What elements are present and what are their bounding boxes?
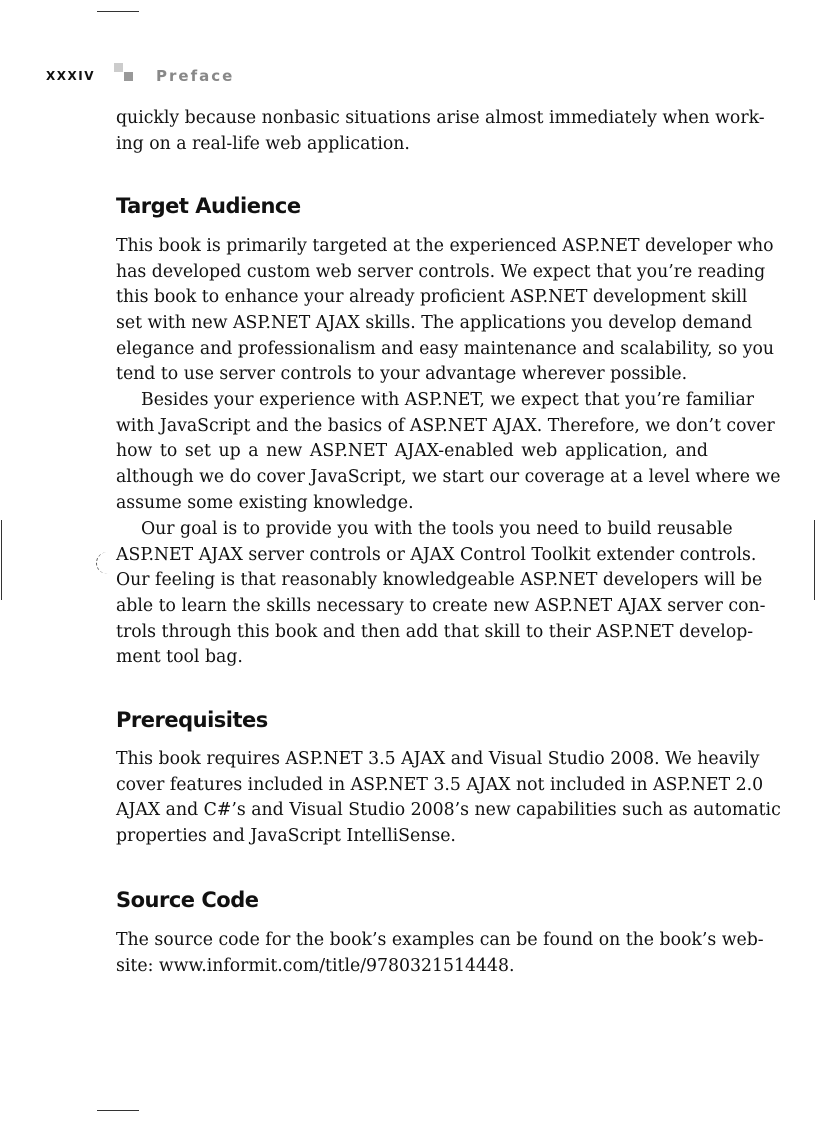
text-line: ment tool bag. [116,647,243,668]
section-heading: Target Audience [116,194,301,218]
paragraph [116,928,764,979]
text-line: AJAX and C#’s and Visual Studio 2008’s new capabilities such as automatic [116,800,781,821]
text-line: Besides your experience with ASP.NET, we expect that you’re familiar [141,390,755,410]
text-line: elegance and professionalism and easy maintenance and scalability, so you [116,338,775,359]
section-heading: Prerequisites [116,708,268,732]
text-line: tend to use server controls to your advantage wherever possible. [116,364,688,385]
text-line: This book requires ASP.NET 3.5 AJAX and Visual Studio 2008. We heavily [116,749,760,769]
text-line: assume some existing knowledge. [116,492,414,513]
paragraph [116,747,781,850]
crop-mark-right [814,520,815,600]
text-line: cover features included in ASP.NET 3.5 AJAX not included in ASP.NET 2.0 [116,774,764,795]
paragraph [116,234,775,388]
text-line: Our goal is to provide you with the tools you need to build reusable [141,519,733,539]
text-line: although we do cover JavaScript, we start our coverage at a level where we [116,467,781,488]
header-ornament-icon [114,63,130,81]
text-line: quickly because nonbasic situations arise almost immediately when work- [116,108,765,128]
text-line: this book to enhance your already proficient ASP.NET development skill [116,287,748,308]
text-line: how to set up a new ASP.NET AJAX-enabled web application, and [116,441,708,462]
crop-mark-bottom [97,1110,139,1111]
text-line: The source code for the book’s examples can be found on the book’s web- [116,930,764,950]
text-line: ASP.NET AJAX server controls or AJAX Control Toolkit extender controls. [116,544,757,565]
text-line: Our feeling is that reasonably knowledgeable ASP.NET developers will be [116,570,763,591]
text-line: set with new ASP.NET AJAX skills. The applications you develop demand [116,313,753,334]
paragraph [116,388,781,516]
text-line: has developed custom web server controls. We expect that you’re reading [116,261,766,282]
page-number: XXXIV [46,69,96,83]
paragraph [116,106,765,157]
text-line: able to learn the skills necessary to create new ASP.NET AJAX server con- [116,596,766,617]
crop-mark-top [97,11,139,12]
text-line: trols through this book and then add that skill to their ASP.NET develop- [116,621,754,642]
crop-mark-left [1,520,2,600]
running-head: Preface [156,67,235,85]
paragraph [116,517,766,671]
text-line: ing on a real-life web application. [116,133,410,154]
text-line: site: www.informit.com/title/9780321514448. [116,955,515,976]
section-heading: Source Code [116,888,259,912]
text-line: This book is primarily targeted at the experienced ASP.NET developer who [116,236,774,256]
text-line: with JavaScript and the basics of ASP.NET AJAX. Therefore, we don’t cover [116,415,775,436]
text-line: properties and JavaScript IntelliSense. [116,826,456,847]
